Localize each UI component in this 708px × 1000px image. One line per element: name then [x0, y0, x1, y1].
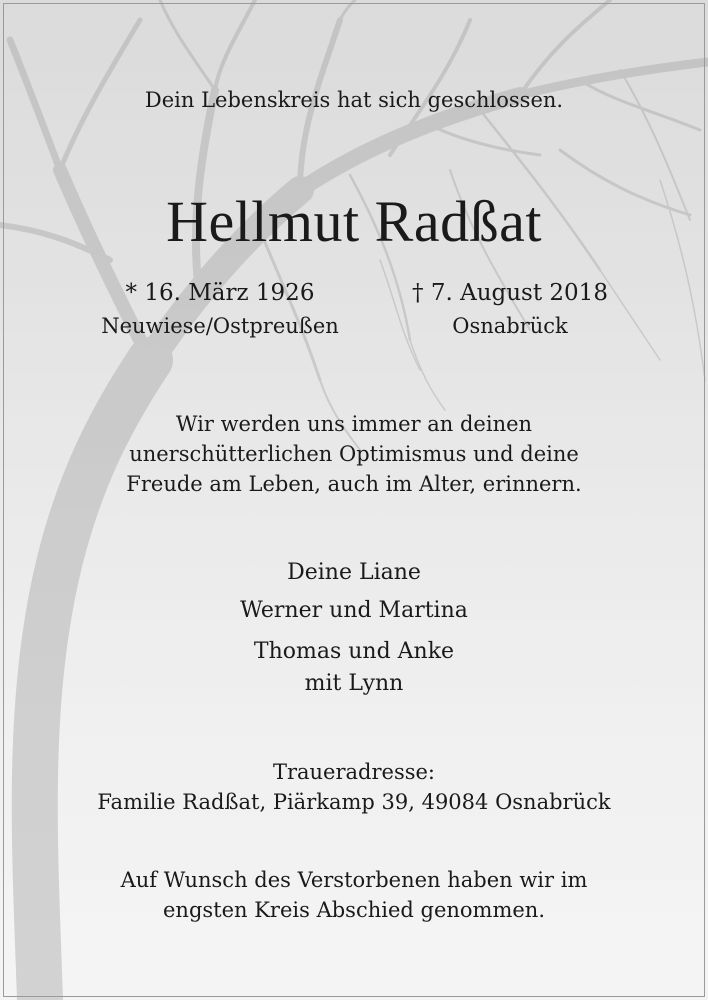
closing-line: Auf Wunsch des Verstorbenen haben wir im — [120, 868, 588, 892]
message-line: unerschütterlichen Optimismus und deine — [129, 442, 579, 466]
death-place: Osnabrück — [452, 314, 568, 338]
deceased-name: Hellmut Radßat — [166, 189, 542, 254]
message-line: Wir werden uns immer an deinen — [175, 412, 533, 436]
closing-line: engsten Kreis Abschied genommen. — [163, 898, 545, 922]
address-label: Traueradresse: — [272, 760, 436, 784]
mourner-line: Werner und Martina — [240, 598, 468, 623]
birth-date: * 16. März 1926 — [125, 280, 315, 306]
mourner-line: Thomas und Anke — [253, 639, 455, 664]
intro-line: Dein Lebenskreis hat sich geschlossen. — [144, 88, 564, 112]
death-date: † 7. August 2018 — [412, 280, 608, 306]
mourner-line: Deine Liane — [287, 560, 421, 585]
birth-place: Neuwiese/Ostpreußen — [101, 314, 339, 338]
message-line: Freude am Leben, auch im Alter, erinnern. — [126, 472, 582, 496]
mourner-line: mit Lynn — [304, 671, 404, 696]
mourning-address: Familie Radßat, Piärkamp 39, 49084 Osnabrück — [97, 790, 611, 814]
